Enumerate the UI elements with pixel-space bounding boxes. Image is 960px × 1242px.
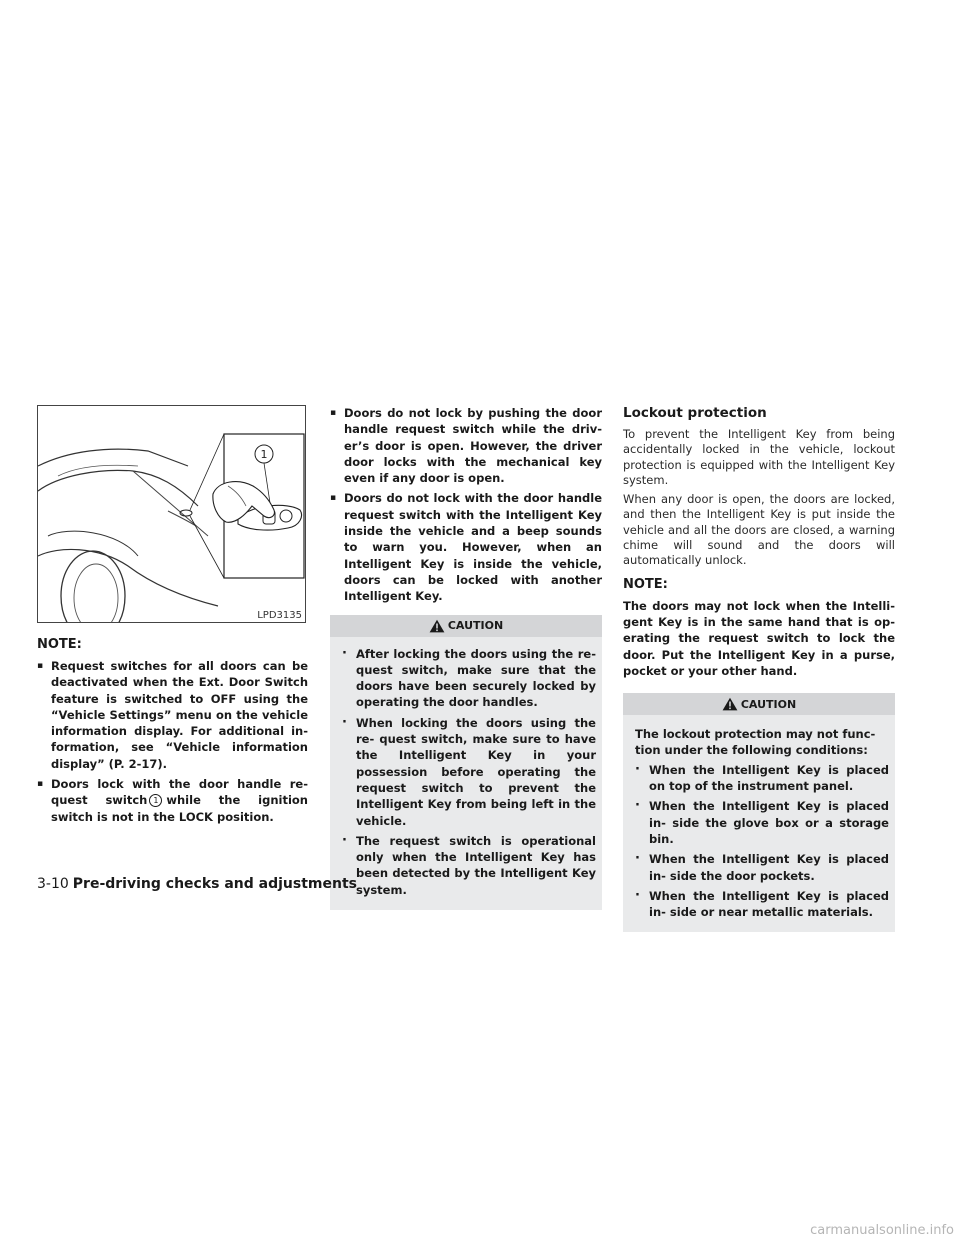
car-door-drawing [38,406,306,623]
page-footer [37,876,357,892]
paragraph: When any door is open, the doors are locked, and then the Intelligent Key is put inside the vehicle and all the doors are closed, a warning chime will sound and the doors will automatically unlock. [623,492,895,568]
list-item: ▪ Doors do not lock with the door handle request switch with the Intelligent Key inside the vehicle and a beep sounds to warn you. However, when an Intelligent Key is inside the vehicle, doors can be locked with another Intelligent Key. [330,490,602,604]
note-text: The doors may not lock when the Intelli- gent Key is in the same hand that is op- erating the request switch to lock the door. Put the Intelligent Key in a purse, pocket or your other hand. [623,598,895,678]
note-heading: NOTE: [623,576,668,592]
list-item: ▪ Doors do not lock by pushing the door handle request switch while the driv- er’s door is open. However, the driver door locks with the mechanical key even if any door is open. [330,405,602,486]
caution-item: · When locking the doors using the re- quest switch, make sure to have the Intelligent Key in your possession before operating the request switch to prevent the Intelligent Key from being left in the vehicle. [336,715,596,829]
warning-triangle-icon [429,619,445,633]
list-item [37,776,308,825]
section-title: Pre-driving checks and adjustments [72,876,357,892]
column-3 [623,405,895,932]
caution-item: · When the Intelligent Key is placed in- side the door pockets. [629,851,889,884]
note-list [37,658,308,825]
caution-box [623,715,895,932]
circle-number-icon: 1 [149,794,162,807]
door-handle-illustration [37,405,306,623]
caution-list [629,762,889,921]
caution-item: · When the Intelligent Key is placed in- side the glove box or a storage bin. [629,798,889,847]
callout-number: 1 [260,448,268,461]
door-lock-list [330,405,602,605]
caution-item: · When the Intelligent Key is placed on top of the instrument panel. [629,762,889,795]
note-heading: NOTE: [37,637,82,652]
column-2 [330,405,602,910]
paragraph: To prevent the Intelligent Key from being accidentally locked in the vehicle, lockout protection is equipped with the Intelligent Key system. [623,427,895,487]
list-item: ▪ Request switches for all doors can be deactivated when the Ext. Door Switch feature is switched to OFF using the “Vehicle Settings” menu on the vehicle information display. For additional in- formation, see “Vehicle information display” (P. 2-17). [37,658,308,772]
warning-triangle-icon [722,697,738,711]
page-number: 3-10 [37,876,69,892]
caution-header [330,615,602,637]
caution-item: · The request switch is operational only when the Intelligent Key has been detected by the Intelligent Key system. [336,833,596,898]
list-item-text-rest: while the ignition switch is not in the LOCK position. [51,793,308,824]
caution-header [623,693,895,715]
list-item-text: Doors lock with the door handle re- quest switch [51,777,308,808]
figure-label: LPD3135 [257,610,302,621]
caution-list [336,646,596,898]
caution-item: · After locking the doors using the re- quest switch, make sure that the doors have been securely locked by operating the door handles. [336,646,596,711]
caution-item: · When the Intelligent Key is placed in- side or near metallic materials. [629,888,889,921]
caution-label: CAUTION [740,697,797,711]
watermark: carmanualsonline.info [810,1223,954,1238]
section-heading: Lockout protection [623,405,767,421]
column-1 [37,405,308,829]
caution-intro: The lockout protection may not func- tion under the following conditions: [635,727,876,758]
caution-box [330,637,602,910]
caution-label: CAUTION [447,619,504,633]
